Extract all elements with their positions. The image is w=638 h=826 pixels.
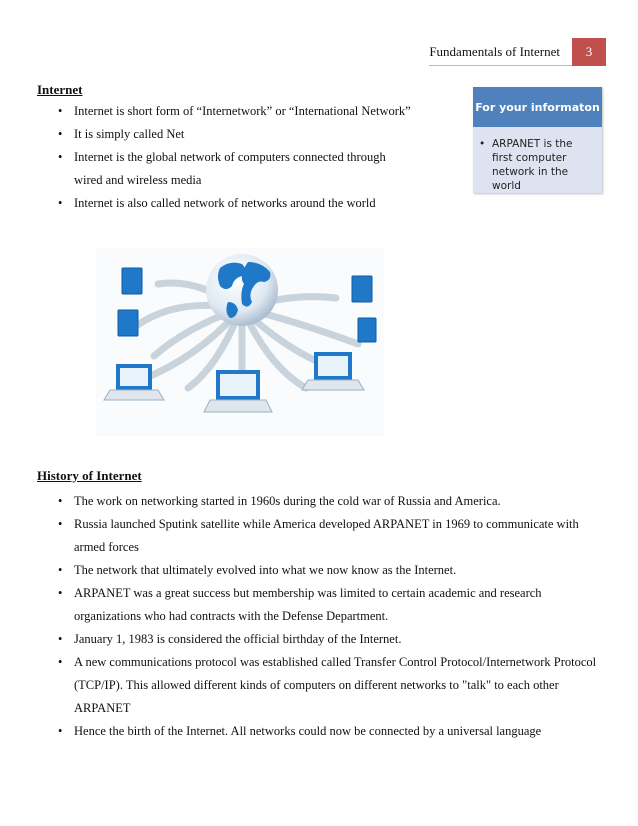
page-header	[429, 38, 606, 66]
internet-bullet-list	[37, 100, 411, 215]
list-item-continuation: wired and wireless media	[74, 173, 202, 187]
list-item: • Hence the birth of the Internet. All networks could now be connected by a universal language	[37, 720, 596, 743]
header-title: Fundamentals of Internet	[429, 38, 572, 66]
section-title-history: History of Internet	[37, 468, 142, 483]
history-bullet-list	[37, 490, 596, 743]
list-item: • Internet is the global network of computers connected through	[37, 146, 411, 169]
list-item-continuation: organizations who had contracts with the Defense Department.	[74, 609, 389, 623]
list-item: • The work on networking started in 1960s during the cold war of Russia and America.	[37, 490, 596, 513]
list-item: • Internet is also called network of networks around the world	[37, 192, 411, 215]
list-item: • Internet is short form of “Internetwork” or “International Network”	[37, 100, 411, 123]
info-callout-heading: For your informaton	[473, 87, 602, 127]
globe-network-icon	[96, 248, 384, 436]
info-callout-box	[473, 87, 602, 193]
info-callout-text: ARPANET is the first computer network in the world	[492, 138, 573, 192]
list-item: • It is simply called Net	[37, 123, 411, 146]
info-callout-body	[473, 127, 602, 193]
list-item: • A new communications protocol was established called Transfer Control Protocol/Internetwork Protocol	[37, 651, 596, 674]
list-item-continuation: armed forces	[74, 540, 139, 554]
list-item: • Russia launched Sputink satellite while America developed ARPANET in 1969 to communicate with	[37, 513, 596, 536]
list-item-continuation: ARPANET	[74, 701, 131, 715]
list-item-continuation: (TCP/IP). This allowed different kinds of computers on different networks to "talk" to each other	[74, 678, 559, 692]
list-item: • The network that ultimately evolved into what we now know as the Internet.	[37, 559, 596, 582]
page-number: 3	[572, 38, 606, 66]
section-title-internet: Internet	[37, 82, 83, 97]
list-item: • January 1, 1983 is considered the official birthday of the Internet.	[37, 628, 596, 651]
list-item: • ARPANET was a great success but membership was limited to certain academic and research	[37, 582, 596, 605]
globe-network-illustration	[96, 248, 384, 436]
bullet-icon: •	[479, 138, 486, 150]
